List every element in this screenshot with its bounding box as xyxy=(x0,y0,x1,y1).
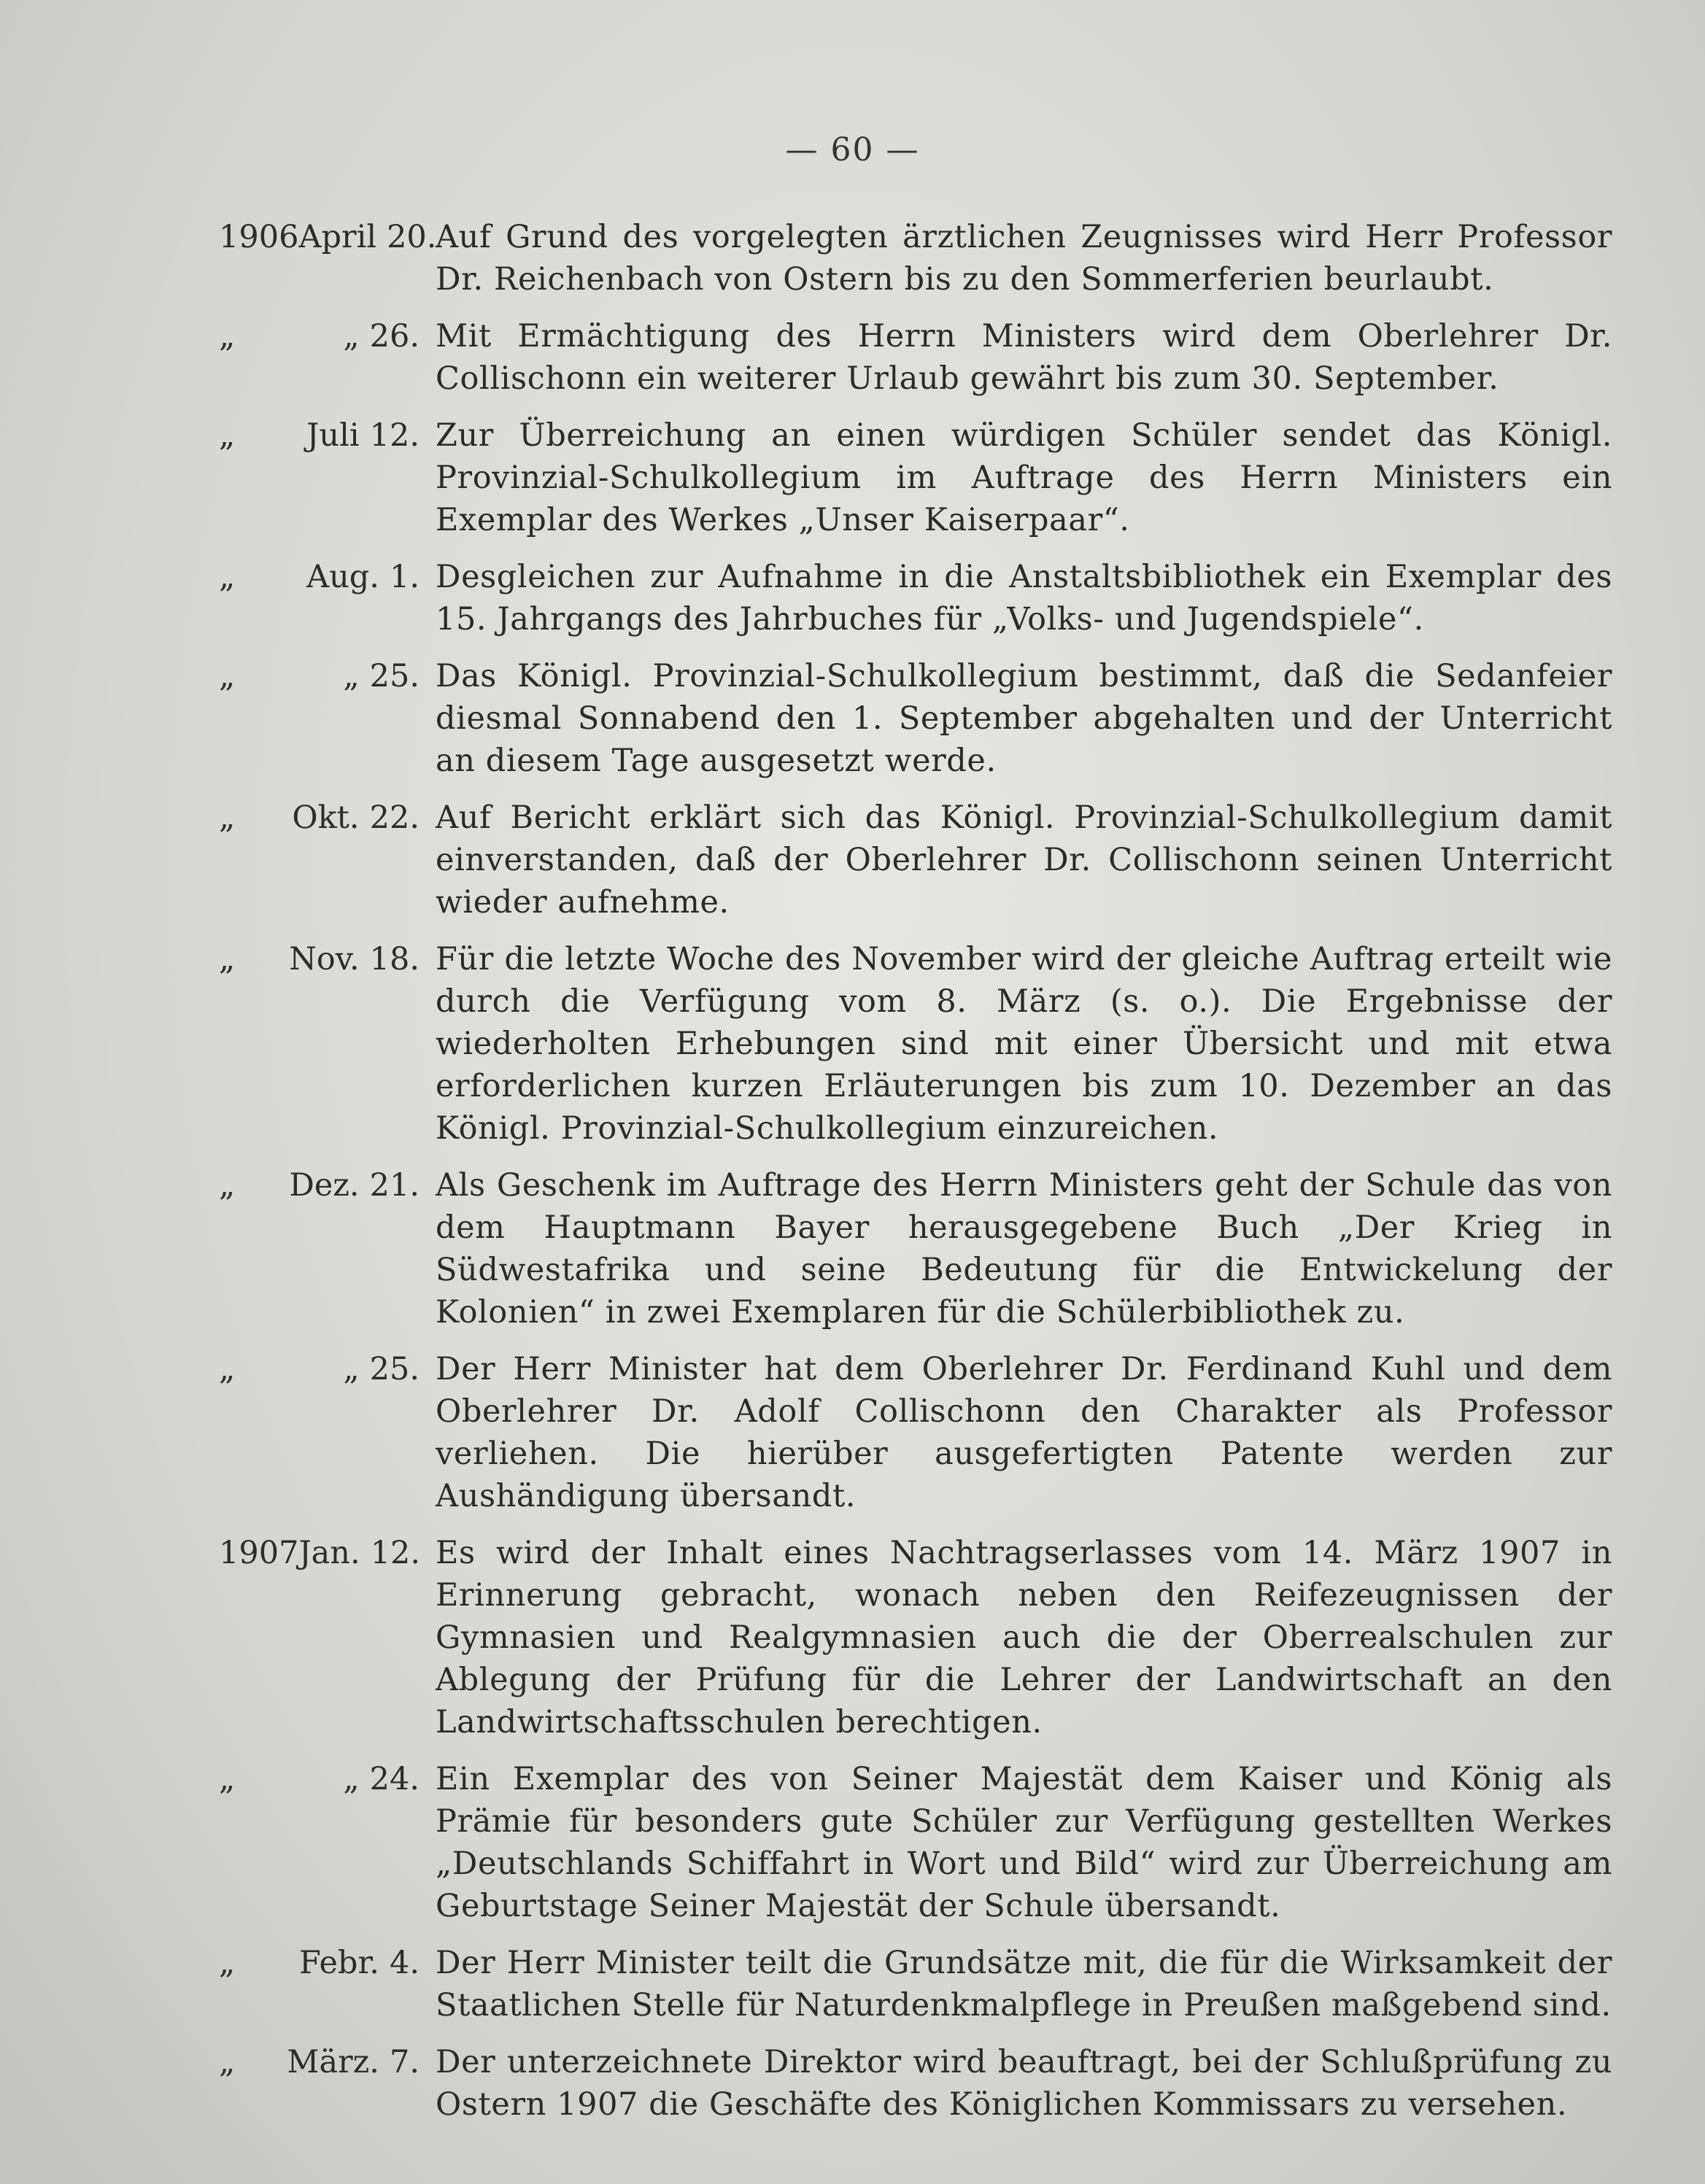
entry-day: 12. xyxy=(370,1535,421,1571)
entry-date xyxy=(219,1348,420,1390)
entry-text: Auf Bericht erklärt sich das Königl. Provinzial-Schulkollegium damit einverstanden, daß der Oberlehrer Dr. Collischonn seinen Unterricht wieder aufnehme. xyxy=(436,799,1612,921)
entry-text: Ein Exemplar des von Seiner Majestät dem Kaiser und König als Prämie für besonders gute Schüler zur Verfügung gestellten Werkes „Deutschlands Schiffahrt in Wort und Bild“ wird zur Überreichung am Geburtstage Seiner Majestät der Schule übersandt. xyxy=(436,1761,1612,1924)
entry-text: Zur Überreichung an einen würdigen Schüler sendet das Königl. Provinzial-Schulkollegium im Auftrage des Herrn Ministers ein Exemplar des Werkes „Unser Kaiserpaar“. xyxy=(436,417,1612,538)
chronicle-entry xyxy=(219,414,1612,541)
entry-month: „ xyxy=(343,1761,360,1797)
entry-year: „ xyxy=(219,1945,236,1981)
entry-date xyxy=(219,797,420,839)
entry-date xyxy=(219,414,420,457)
entry-text: Desgleichen zur Aufnahme in die Anstaltsbibliothek ein Exemplar des 15. Jahrgangs des Jahrbuches für „Volks- und Jugendspiele“. xyxy=(436,559,1612,638)
entry-month: Nov. xyxy=(289,941,360,977)
chronicle-entry xyxy=(219,315,1612,400)
entry-day: 21. xyxy=(369,1167,420,1204)
entry-text: Es wird der Inhalt eines Nachtragserlasses vom 14. März 1907 in Erinnerung gebracht, wonach neben den Reifezeugnissen der Gymnasien und Realgymnasien auch die der Oberrealschulen zur Ablegung der Prüfung für die Lehrer der Landwirtschaft an den Landwirtschaftsschulen berechtigen. xyxy=(436,1535,1612,1740)
chronicle-entry xyxy=(219,1942,1612,2026)
chronicle-entry xyxy=(219,216,1612,301)
entry-year: „ xyxy=(219,318,236,355)
entry-month: Jan. xyxy=(298,1535,360,1571)
entry-year: „ xyxy=(219,941,236,977)
entry-month: März. xyxy=(287,2044,379,2080)
entry-month: April xyxy=(298,219,377,255)
entry-month: „ xyxy=(343,658,360,694)
entry-month: Febr. xyxy=(299,1945,379,1981)
entry-date xyxy=(219,1164,420,1207)
entry-year: „ xyxy=(219,1351,236,1387)
entry-day: 26. xyxy=(369,318,420,355)
entry-day: 18. xyxy=(369,941,420,977)
entry-month: Okt. xyxy=(292,799,360,836)
entry-date xyxy=(219,1942,420,1984)
entry-month: Dez. xyxy=(289,1167,360,1204)
chronicle-entries xyxy=(219,216,1612,2140)
chronicle-entry xyxy=(219,1758,1612,1927)
chronicle-entry xyxy=(219,1164,1612,1333)
entry-date xyxy=(219,655,420,697)
entry-date xyxy=(219,556,420,598)
entry-day: 7. xyxy=(389,2044,420,2080)
chronicle-entry xyxy=(219,1348,1612,1517)
entry-day: 24. xyxy=(369,1761,420,1797)
entry-month: Juli xyxy=(306,417,360,454)
entry-year: „ xyxy=(219,1761,236,1797)
entry-year: „ xyxy=(219,417,236,454)
entry-year: 1907 xyxy=(219,1535,299,1571)
entry-year: „ xyxy=(219,1167,236,1204)
chronicle-entry xyxy=(219,1532,1612,1743)
chronicle-entry xyxy=(219,655,1612,782)
entry-year: 1906 xyxy=(219,219,299,255)
entry-day: 25. xyxy=(369,658,420,694)
entry-day: 22. xyxy=(369,799,420,836)
entry-text: Das Königl. Provinzial-Schulkollegium bestimmt, daß die Sedanfeier diesmal Sonnabend den 1. September abgehalten und der Unterricht an diesem Tage ausgesetzt werde. xyxy=(436,658,1612,779)
entry-date xyxy=(219,315,420,357)
entry-day: 4. xyxy=(389,1945,420,1981)
entry-text: Der Herr Minister teilt die Grundsätze mit, die für die Wirksamkeit der Staatlichen Stelle für Naturdenkmalpflege in Preußen maßgebend sind. xyxy=(436,1945,1612,2024)
entry-text: Als Geschenk im Auftrage des Herrn Ministers geht der Schule das von dem Hauptmann Bayer herausgegebene Buch „Der Krieg in Südwestafrika und seine Bedeutung für die Entwickelung der Kolonien“ in zwei Exemplaren für die Schülerbibliothek zu. xyxy=(436,1167,1612,1331)
chronicle-entry xyxy=(219,938,1612,1150)
entry-year: „ xyxy=(219,658,236,694)
entry-date xyxy=(219,1532,420,1574)
entry-year: „ xyxy=(219,2044,236,2080)
chronicle-entry xyxy=(219,556,1612,640)
entry-date xyxy=(219,1758,420,1800)
chronicle-entry xyxy=(219,2041,1612,2126)
entry-text: Mit Ermächtigung des Herrn Ministers wird dem Oberlehrer Dr. Collischonn ein weiterer Urlaub gewährt bis zum 30. September. xyxy=(436,318,1612,397)
entry-year: „ xyxy=(219,559,236,595)
entry-date xyxy=(219,2041,420,2083)
entry-month: „ xyxy=(343,1351,360,1387)
entry-text: Der Herr Minister hat dem Oberlehrer Dr. Ferdinand Kuhl und dem Oberlehrer Dr. Adolf Collischonn den Charakter als Professor verliehen. Die hierüber ausgefertigten Patente werden zur Aushändigung übersandt. xyxy=(436,1351,1612,1514)
entry-year: „ xyxy=(219,799,236,836)
entry-date xyxy=(219,938,420,980)
entry-text: Auf Grund des vorgelegten ärztlichen Zeugnisses wird Herr Professor Dr. Reichenbach von Ostern bis zu den Sommerferien beurlaubt. xyxy=(436,219,1612,298)
entry-date xyxy=(219,216,437,258)
entry-day: 25. xyxy=(369,1351,420,1387)
entry-month: Aug. xyxy=(306,559,379,595)
entry-text: Für die letzte Woche des November wird der gleiche Auftrag erteilt wie durch die Verfügung vom 8. März (s. o.). Die Ergebnisse der wiederholten Erhebungen sind mit einer Übersicht und mit etwa erforderlichen kurzen Erläuterungen bis zum 10. Dezember an das Königl. Provinzial-Schulkollegium einzureichen. xyxy=(436,941,1612,1147)
chronicle-entry xyxy=(219,797,1612,923)
entry-day: 1. xyxy=(389,559,420,595)
entry-day: 20. xyxy=(387,219,437,255)
page-number: — 60 — xyxy=(785,131,920,169)
entry-text: Der unterzeichnete Direktor wird beauftragt, bei der Schlußprüfung zu Ostern 1907 die Geschäfte des Königlichen Kommissars zu versehen. xyxy=(436,2044,1612,2123)
entry-month: „ xyxy=(343,318,360,355)
entry-day: 12. xyxy=(369,417,420,454)
